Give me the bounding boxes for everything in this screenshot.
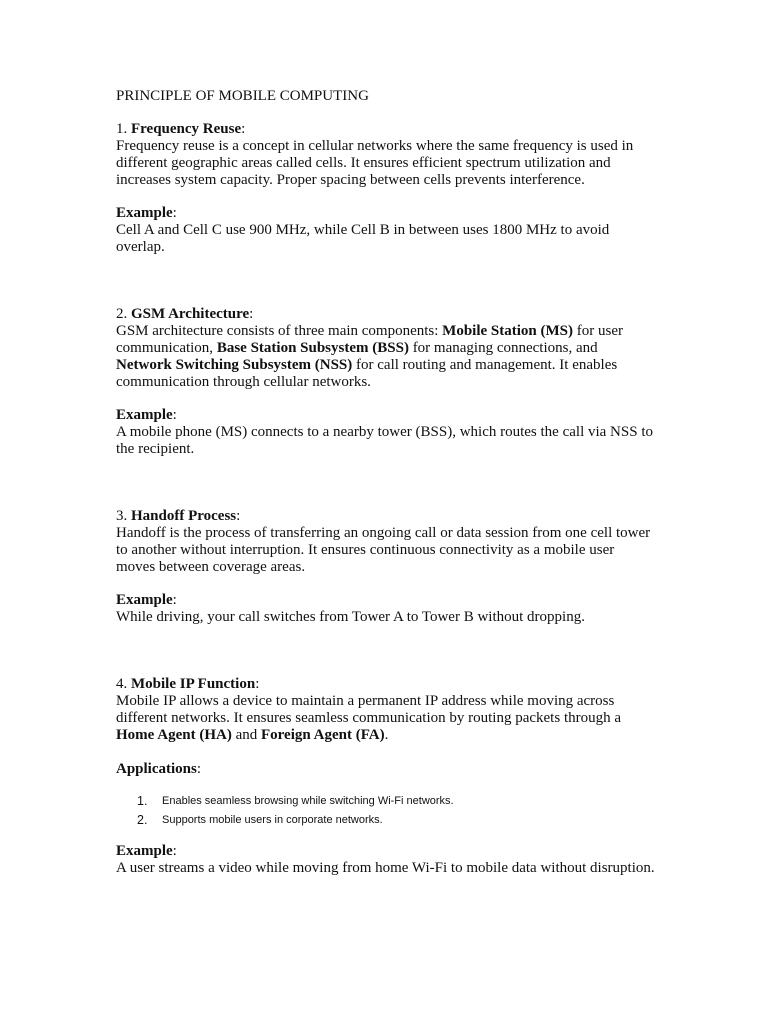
example-text: A mobile phone (MS) connects to a nearby tower (BSS), which routes the call via NSS to the recipient.: [116, 424, 653, 457]
example-label: Example: [116, 407, 173, 423]
text-run: and: [231, 727, 261, 743]
example-label: Example: [116, 205, 173, 221]
section-heading: [116, 306, 656, 323]
text-run: for call routing and management. It enables communication through cellular networks.: [116, 357, 618, 390]
heading-colon: :: [255, 676, 260, 692]
text-run: GSM architecture consists of three main components:: [116, 323, 443, 339]
term-base-station-subsystem: Base Station Subsystem (BSS): [216, 340, 409, 356]
example-label: Example: [116, 592, 173, 608]
section-title: Mobile IP Function: [131, 676, 256, 692]
list-item-text: Enables seamless browsing while switching Wi-Fi networks.: [162, 795, 454, 807]
example-text: Cell A and Cell C use 900 MHz, while Cell B in between uses 1800 MHz to avoid overlap.: [116, 222, 610, 255]
section-spacer: [116, 458, 656, 508]
example-text: A user streams a video while moving from home Wi-Fi to mobile data without disruption.: [116, 860, 655, 876]
text-run: .: [384, 727, 389, 743]
text-run: for managing connections, and: [408, 340, 598, 356]
example-colon: :: [172, 592, 177, 608]
applications-list: [116, 792, 656, 830]
applications-colon: :: [196, 761, 202, 777]
example-colon: :: [172, 205, 177, 221]
section-title: Frequency Reuse: [131, 121, 242, 137]
section-text: [116, 693, 656, 744]
section-spacer: [116, 256, 656, 306]
term-home-agent: Home Agent (HA): [116, 727, 232, 743]
term-network-switching-subsystem: Network Switching Subsystem (NSS): [116, 357, 353, 373]
section-text: Handoff is the process of transferring an ongoing call or data session from one cell tower to another without interruption. It ensures continuous connectivity as a mobile user moves between coverage areas.: [116, 525, 651, 575]
document-title: PRINCIPLE OF MOBILE COMPUTING: [116, 88, 369, 104]
section-number: 4.: [116, 676, 131, 692]
text-run: Mobile IP allows a device to maintain a permanent IP address while moving across different networks. It ensures seamless communication by routing packets through a: [116, 693, 622, 726]
section-heading: [116, 676, 656, 693]
example-colon: :: [172, 843, 177, 859]
document-body: [116, 88, 656, 877]
list-item: [116, 792, 656, 811]
applications-heading: [116, 761, 656, 778]
example-label: Example: [116, 843, 173, 859]
section-number: 1.: [116, 121, 131, 137]
section-mobile-ip-function: [116, 676, 656, 877]
term-foreign-agent: Foreign Agent (FA): [260, 727, 385, 743]
example-heading: [116, 592, 656, 609]
section-gsm-architecture: [116, 306, 656, 458]
list-item-text: Supports mobile users in corporate networks.: [162, 814, 383, 826]
section-title: Handoff Process: [131, 508, 237, 524]
list-item: [116, 811, 656, 830]
term-mobile-station: Mobile Station (MS): [442, 323, 573, 339]
list-item-number: 1.: [137, 794, 148, 808]
section-text: Frequency reuse is a concept in cellular networks where the same frequency is used in different geographic areas called cells. It ensures efficient spectrum utilization and increases system capacity. Proper spacing between cells prevents interference.: [116, 138, 634, 188]
section-heading: [116, 121, 656, 138]
section-spacer: [116, 626, 656, 676]
applications-label: Applications: [116, 761, 197, 777]
heading-colon: :: [236, 508, 241, 524]
section-number: 3.: [116, 508, 131, 524]
heading-colon: :: [249, 306, 254, 322]
example-heading: [116, 843, 656, 860]
list-item-number: 2.: [137, 813, 148, 827]
example-colon: :: [172, 407, 177, 423]
section-frequency-reuse: [116, 121, 656, 256]
section-heading: [116, 508, 656, 525]
section-handoff-process: [116, 508, 656, 626]
text-run: for user communication,: [116, 323, 623, 356]
example-heading: [116, 205, 656, 222]
section-text: [116, 323, 656, 391]
example-heading: [116, 407, 656, 424]
section-title: GSM Architecture: [131, 306, 250, 322]
example-text: While driving, your call switches from Tower A to Tower B without dropping.: [116, 609, 585, 625]
heading-colon: :: [241, 121, 246, 137]
section-number: 2.: [116, 306, 131, 322]
